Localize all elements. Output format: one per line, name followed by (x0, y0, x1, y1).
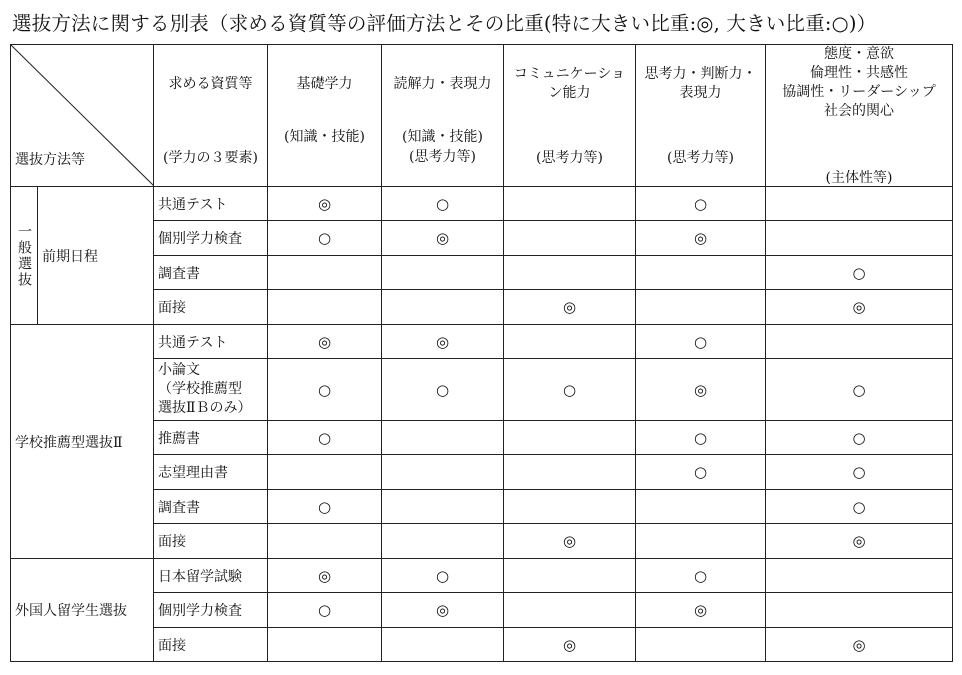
mark-cell (268, 256, 382, 290)
mark-cell (504, 187, 636, 221)
col-name-line: ン能力 (548, 85, 591, 101)
mark-cell (636, 290, 766, 325)
mark-cell: ○ (268, 421, 382, 455)
table-row (11, 187, 953, 221)
col-name (636, 65, 765, 103)
mark-cell (504, 593, 636, 628)
mark-cell: ○ (268, 490, 382, 524)
mark-cell (504, 421, 636, 455)
mark-cell: ○ (636, 455, 766, 490)
col-name-line: 社会的関心 (824, 103, 894, 119)
method-label (154, 359, 268, 421)
col-sub: (知識・技能) (284, 129, 365, 145)
mark-cell (766, 325, 953, 359)
method-label: 面接 (154, 628, 268, 662)
mark-cell (766, 221, 953, 256)
mark-cell (504, 559, 636, 593)
header-corner-right (154, 45, 268, 187)
corner-bottom-label: 選抜方法等 (15, 152, 85, 168)
col-name-line: 協調性・リーダーシップ (782, 84, 936, 100)
method-label: 面接 (154, 290, 268, 325)
mark-cell: ○ (382, 187, 504, 221)
mark-cell (382, 421, 504, 455)
col-name: 読解力・表現力 (393, 76, 492, 92)
method-label: 共通テスト (154, 325, 268, 359)
mark-cell: ◎ (382, 221, 504, 256)
mark-cell: ◎ (636, 359, 766, 421)
mark-cell: ◎ (268, 187, 382, 221)
method-label: 個別学力検査 (154, 221, 268, 256)
header-col-attitude (766, 45, 953, 187)
selection-methods-table (10, 44, 953, 662)
table-row (11, 559, 953, 593)
mark-cell (382, 490, 504, 524)
method-label: 志望理由書 (154, 455, 268, 490)
group-label: 外国人留学生選抜 (11, 559, 154, 662)
mark-cell: ◎ (504, 628, 636, 662)
mark-cell (382, 455, 504, 490)
col-sub-line: (思考力等) (409, 149, 476, 165)
col-name (766, 45, 952, 121)
header-col-communication (504, 45, 636, 187)
mark-cell: ○ (766, 421, 953, 455)
method-label: 推薦書 (154, 421, 268, 455)
mark-cell (636, 524, 766, 559)
mark-cell: ○ (636, 187, 766, 221)
mark-cell (766, 187, 953, 221)
header-col-basic (268, 45, 382, 187)
col-sub (382, 127, 503, 167)
mark-cell: ◎ (504, 290, 636, 325)
corner-top-label: 求める資質等 (168, 76, 253, 92)
method-label: 共通テスト (154, 187, 268, 221)
document-title: 選抜方法に関する別表（求める資質等の評価方法とその比重(特に大きい比重:◎, 大きい比重:○)） (12, 12, 877, 35)
col-sub-line: (知識・技能) (402, 129, 483, 145)
mark-cell: ○ (766, 490, 953, 524)
mark-cell: ○ (382, 559, 504, 593)
header-row (11, 45, 953, 187)
mark-cell: ○ (766, 455, 953, 490)
col-name-line: コミュニケーショ (513, 66, 626, 82)
mark-cell: ◎ (636, 221, 766, 256)
mark-cell: ○ (766, 256, 953, 290)
group-sublabel: 前期日程 (38, 187, 154, 325)
group-label-vertical: 一般選抜 (11, 187, 38, 325)
mark-cell: ○ (636, 559, 766, 593)
mark-cell (268, 455, 382, 490)
mark-cell (382, 256, 504, 290)
method-line: 選抜ⅡＢのみ） (158, 400, 252, 416)
mark-cell (636, 490, 766, 524)
col-sub: (主体性等) (825, 170, 893, 186)
mark-cell: ◎ (504, 524, 636, 559)
method-label: 面接 (154, 524, 268, 559)
mark-cell: ○ (636, 325, 766, 359)
mark-cell: ◎ (382, 593, 504, 628)
mark-cell: ○ (504, 359, 636, 421)
table-row (11, 325, 953, 359)
col-name-line: 表現力 (679, 85, 722, 101)
col-sub: (思考力等) (667, 150, 734, 166)
mark-cell: ◎ (268, 559, 382, 593)
mark-cell: ◎ (766, 290, 953, 325)
mark-cell (504, 490, 636, 524)
mark-cell (636, 256, 766, 290)
header-corner-cell (11, 45, 154, 187)
mark-cell (504, 256, 636, 290)
mark-cell: ○ (636, 421, 766, 455)
mark-cell: ◎ (268, 325, 382, 359)
mark-cell: ○ (268, 221, 382, 256)
mark-cell (382, 524, 504, 559)
mark-cell: ○ (268, 359, 382, 421)
group-label: 学校推薦型選抜Ⅱ (11, 325, 154, 559)
method-label: 個別学力検査 (154, 593, 268, 628)
method-label: 日本留学試験 (154, 559, 268, 593)
mark-cell: ◎ (766, 628, 953, 662)
col-name-line: 態度・意欲 (824, 46, 894, 62)
mark-cell: ◎ (766, 524, 953, 559)
mark-cell: ○ (766, 359, 953, 421)
col-name (504, 65, 635, 103)
method-label: 調査書 (154, 490, 268, 524)
mark-cell (504, 221, 636, 256)
mark-cell: ◎ (382, 325, 504, 359)
method-label: 調査書 (154, 256, 268, 290)
mark-cell (382, 290, 504, 325)
mark-cell: ○ (382, 359, 504, 421)
mark-cell (636, 628, 766, 662)
mark-cell: ○ (268, 593, 382, 628)
mark-cell (766, 559, 953, 593)
mark-cell (268, 290, 382, 325)
header-col-reading (382, 45, 504, 187)
mark-cell: ◎ (636, 593, 766, 628)
method-line: （学校推薦型 (158, 381, 242, 397)
mark-cell (268, 524, 382, 559)
mark-cell (766, 593, 953, 628)
corner-top-sub-label: (学力の３要素) (163, 150, 258, 166)
mark-cell (504, 455, 636, 490)
mark-cell (268, 628, 382, 662)
header-col-thinking (636, 45, 766, 187)
mark-cell (382, 628, 504, 662)
col-name-line: 思考力・判断力・ (644, 66, 757, 82)
col-sub: (思考力等) (536, 150, 603, 166)
col-name: 基礎学力 (296, 76, 353, 92)
col-name-line: 倫理性・共感性 (810, 65, 908, 81)
mark-cell (504, 325, 636, 359)
method-line: 小論文 (158, 362, 200, 378)
